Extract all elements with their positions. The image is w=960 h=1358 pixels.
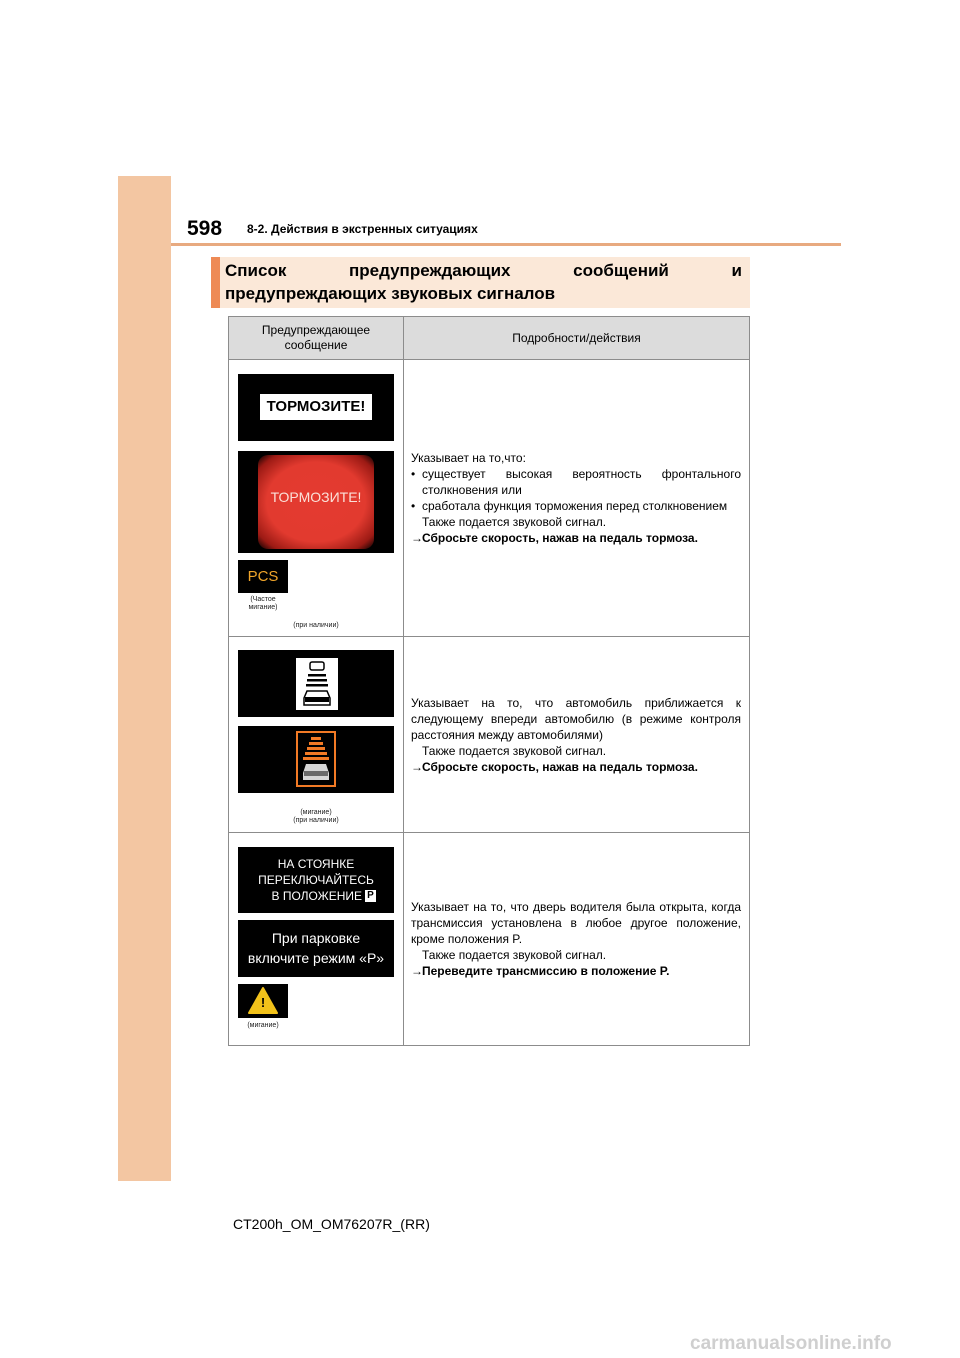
message-images: [229, 637, 404, 833]
park-message-line: ПЕРЕКЛЮЧАЙТЕСЬ: [258, 873, 374, 887]
section-title: 8-2. Действия в экстренных ситуациях: [247, 222, 478, 236]
park-badge: P: [365, 890, 376, 902]
detail-action: → Переведите трансмиссию в положение P.: [411, 964, 670, 978]
pcs-label: PCS: [247, 568, 279, 585]
site-watermark: carmanualsonline.info: [690, 1333, 892, 1354]
park-screen-alt: [238, 920, 394, 977]
detail-action: → Сбросьте скорость, нажав на педаль тормоза.: [411, 531, 698, 545]
park-message-alt-line: включите режим «P»: [247, 950, 385, 966]
banner-word: сообщений: [573, 261, 669, 280]
message-images: [229, 833, 404, 1046]
table-row: [229, 360, 750, 637]
page-number: 598: [187, 217, 223, 240]
brake-message-flashing: ТОРМОЗИТЕ!: [270, 489, 362, 505]
approach-screen-flashing: [238, 726, 394, 793]
table-row: [229, 833, 750, 1046]
blink-note: (мигание): [247, 1022, 279, 1029]
equipment-note: (при наличии): [293, 622, 339, 629]
approach-panel-flashing: [296, 731, 336, 787]
detail-note: Также подается звуковой сигнал.: [422, 515, 607, 529]
blink-note: (мигание): [300, 809, 332, 816]
table-row: [229, 637, 750, 833]
park-screen: [238, 847, 394, 913]
detail-bullet: • сработала функция торможения перед столкновением: [411, 499, 728, 513]
detail-bullet: • существует высокая вероятность фронтального столкновения или: [411, 467, 741, 497]
banner-line1: [225, 260, 742, 282]
manual-code: CT200h_OM_OM76207R_(RR): [233, 1216, 430, 1232]
header-details: Подробности/действия: [404, 317, 750, 360]
brake-message: ТОРМОЗИТЕ!: [260, 394, 372, 420]
blink-note: (Частое мигание): [248, 596, 278, 611]
detail-action: → Сбросьте скорость, нажав на педаль тормоза.: [411, 759, 698, 774]
header-rule: [171, 243, 841, 246]
approach-panel: [296, 658, 338, 710]
detail-intro: Указывает на то,что:: [411, 451, 526, 465]
park-message-line: В ПОЛОЖЕНИЕ: [271, 889, 362, 903]
message-details: [404, 360, 750, 637]
banner-word: и: [731, 261, 742, 280]
message-images: [229, 360, 404, 637]
detail-note: Также подается звуковой сигнал.: [422, 743, 607, 758]
pcs-indicator: [238, 560, 288, 593]
brake-screen: [238, 374, 394, 441]
message-details: [404, 637, 750, 833]
section-banner: [211, 257, 750, 308]
side-tab-bar: [118, 176, 171, 1181]
detail-note: Также подается звуковой сигнал.: [422, 948, 607, 962]
header-message: Предупреждающее сообщение: [229, 317, 404, 360]
warning-mark: !: [260, 995, 266, 1010]
message-details: [404, 833, 750, 1046]
warning-table: [228, 316, 750, 1046]
approach-screen: [238, 650, 394, 717]
equipment-note: (при наличии): [293, 817, 339, 824]
vehicle-approach-icon: [296, 658, 338, 710]
banner-word: Список: [225, 261, 287, 280]
park-message-line: НА СТОЯНКЕ: [277, 857, 355, 871]
banner-line2: предупреждающих звуковых сигналов: [225, 284, 556, 303]
detail-text: Указывает на то, что дверь водителя была открыта, когда трансмиссия установлена в любое другое положение, кроме положения P.: [411, 900, 741, 946]
detail-text: Указывает на то, что автомобиль приближается к следующему впереди автомобилю (в режиме контроля расстояния между автомобилями): [411, 695, 741, 742]
warning-indicator: [238, 984, 288, 1018]
park-message-alt-line: При парковке: [271, 930, 361, 946]
vehicle-approach-alert-icon: [298, 733, 334, 785]
banner-word: предупреждающих: [349, 261, 511, 280]
brake-screen-flashing: [238, 451, 394, 553]
